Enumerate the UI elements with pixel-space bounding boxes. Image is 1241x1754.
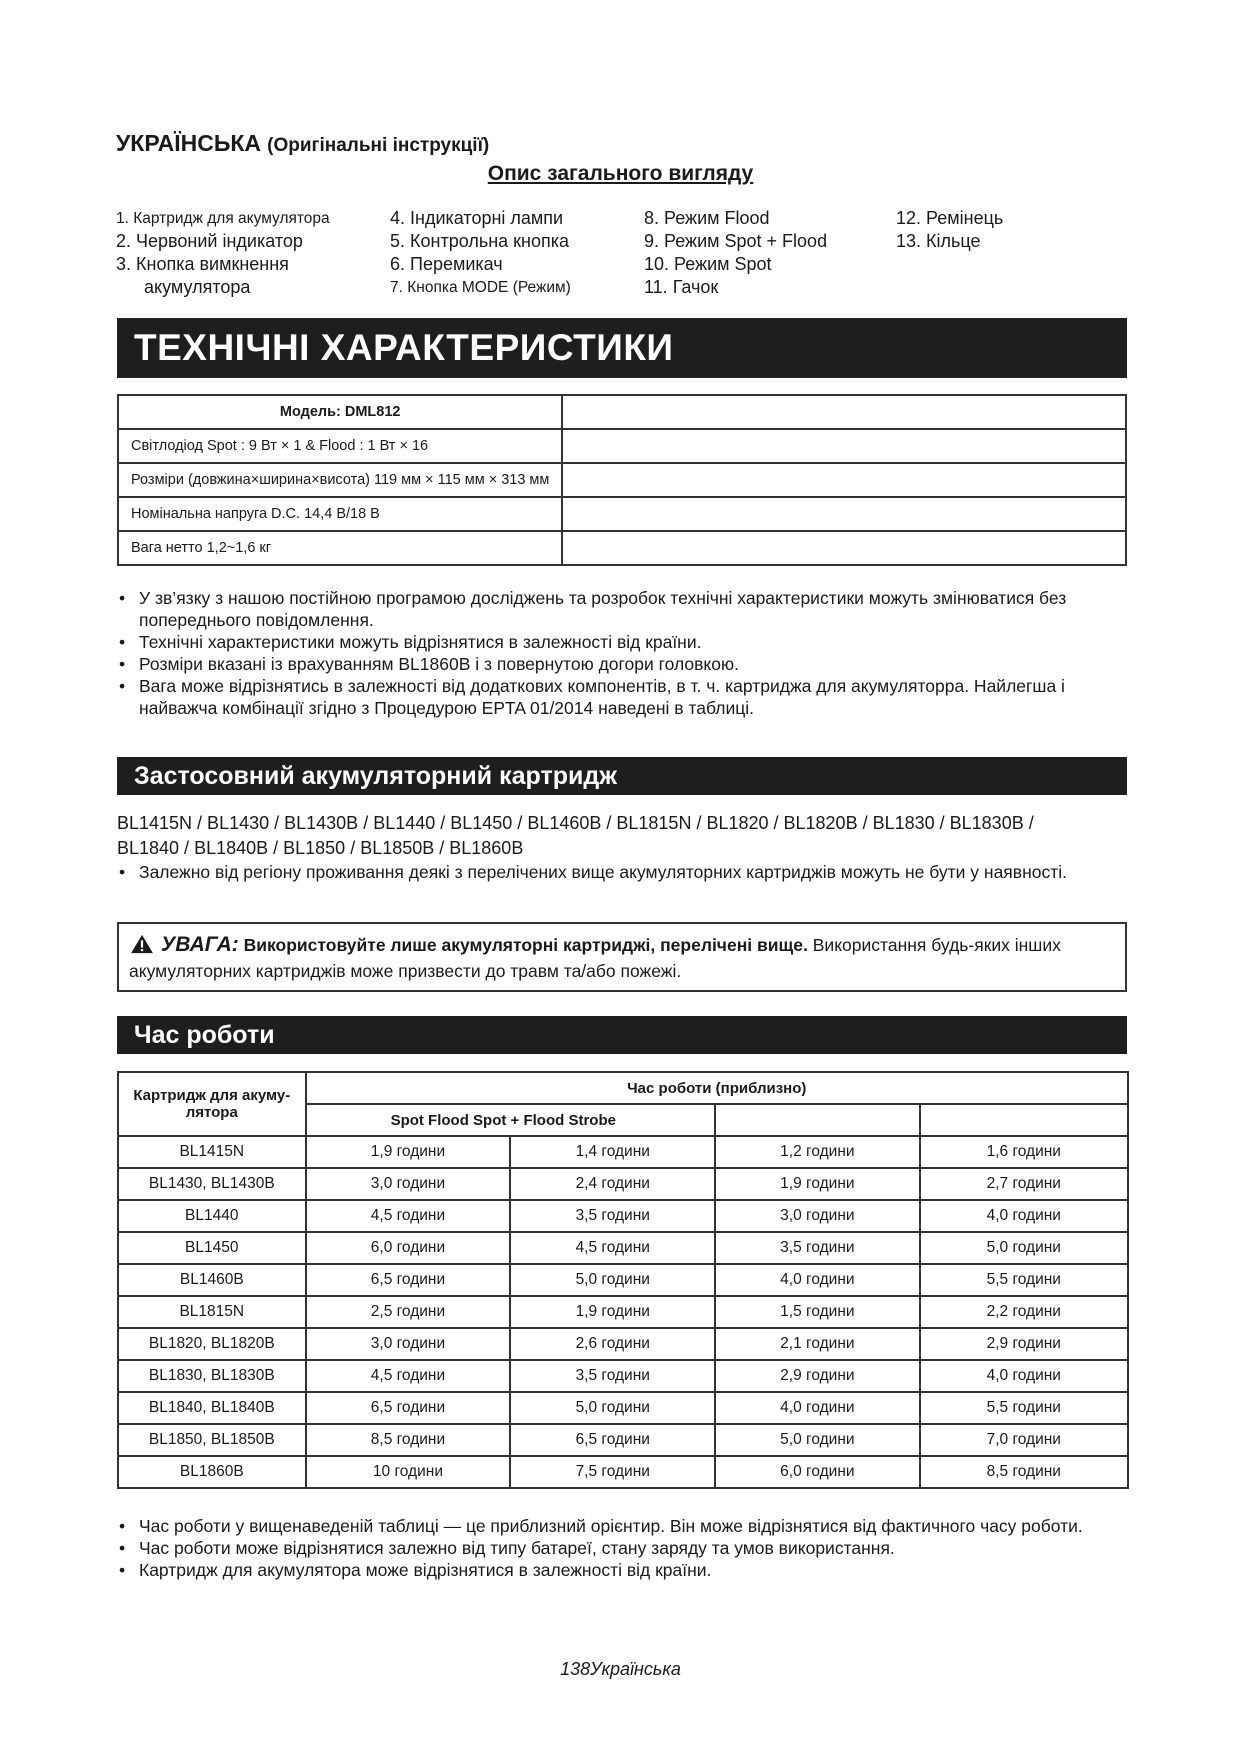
runtime-cell: 1,2 години [715, 1136, 919, 1168]
spec-cell: Вага нетто 1,2~1,6 кг [118, 531, 562, 565]
battery-model-cell: BL1440 [118, 1200, 306, 1232]
warning-label: УВАГА: [161, 933, 239, 956]
table-row [118, 429, 1126, 463]
runtime-cell: 6,0 години [715, 1456, 919, 1488]
battery-model-cell: BL1415N [118, 1136, 306, 1168]
part-item: 11. Гачок [644, 277, 719, 297]
runtime-cell: 3,5 години [715, 1232, 919, 1264]
note-item: • Технічні характеристики можуть відрізнятися в залежності від країни. [117, 631, 1132, 653]
battery-model-cell: BL1860B [118, 1456, 306, 1488]
runtime-cell: 2,9 години [715, 1360, 919, 1392]
battery-model-cell: BL1430, BL1430B [118, 1168, 306, 1200]
runtime-cell: 3,0 години [306, 1328, 511, 1360]
runtime-cell: 5,5 години [920, 1264, 1128, 1296]
language-heading [116, 130, 489, 157]
part-item: 12. Ремінець [896, 208, 1004, 228]
part-item: 13. Кільце [896, 231, 981, 251]
table-cell-empty [715, 1104, 919, 1136]
footer-language: Українська [590, 1659, 681, 1679]
runtime-cell: 7,0 години [920, 1424, 1128, 1456]
parts-column-4 [896, 207, 1003, 253]
runtime-heading: Час роботи [117, 1016, 1127, 1054]
part-item: 8. Режим Flood [644, 208, 770, 228]
warning-bold-text: Використовуйте лише акумуляторні картриджі, перелічені вище. [243, 935, 808, 955]
runtime-cell: 5,0 години [920, 1232, 1128, 1264]
part-item: акумулятора [144, 277, 251, 297]
battery-model-cell: BL1815N [118, 1296, 306, 1328]
table-row [118, 1296, 1128, 1328]
table-row [118, 1264, 1128, 1296]
table-cell-empty [562, 531, 1126, 565]
runtime-cell: 1,5 години [715, 1296, 919, 1328]
battery-model-cell: BL1840, BL1840B [118, 1392, 306, 1424]
runtime-cell: 2,7 години [920, 1168, 1128, 1200]
parts-column-2 [390, 207, 571, 299]
table-cell-empty [920, 1104, 1128, 1136]
runtime-cell: 3,5 години [510, 1200, 715, 1232]
part-item: 2. Червоний індикатор [116, 231, 303, 251]
runtime-cell: 7,5 години [510, 1456, 715, 1488]
runtime-cell: 3,5 години [510, 1360, 715, 1392]
runtime-cell: 4,5 години [306, 1200, 511, 1232]
battery-list-line: BL1415N / BL1430 / BL1430B / BL1440 / BL1450 / BL1460B / BL1815N / BL1820 / BL1820B / BL1830 / BL1830B / [117, 813, 1034, 833]
warning-text: Використання будь-яких інших акумуляторних картриджів може призвести до травм та/або пожежі. [129, 935, 1061, 981]
part-item: 6. Перемикач [390, 254, 503, 274]
runtime-cell: 8,5 години [306, 1424, 511, 1456]
specs-notes [117, 587, 1132, 719]
battery-model-cell: BL1820, BL1820B [118, 1328, 306, 1360]
language-subtitle: (Оригінальні інструкції) [267, 135, 490, 156]
runtime-cell: 3,0 години [715, 1200, 919, 1232]
part-item: 4. Індикаторні лампи [390, 208, 564, 228]
table-row [118, 1136, 1128, 1168]
table-row [118, 1456, 1128, 1488]
runtime-table [117, 1071, 1129, 1489]
runtime-cell: 4,0 години [715, 1392, 919, 1424]
part-item: 3. Кнопка вимкнення [116, 254, 289, 274]
battery-model-cell: BL1450 [118, 1232, 306, 1264]
table-row [118, 497, 1126, 531]
runtime-table-body [118, 1136, 1128, 1488]
runtime-cell: 1,9 години [715, 1168, 919, 1200]
part-item: 5. Контрольна кнопка [390, 231, 570, 251]
table-cell-empty [562, 497, 1126, 531]
warning-box [117, 922, 1127, 992]
page-number: 138 [560, 1659, 591, 1679]
note-item: • Залежно від регіону проживання деякі з перелічених вище акумуляторних картриджів можуть не бути у наявності. [117, 861, 1132, 883]
battery-model-cell: BL1850, BL1850B [118, 1424, 306, 1456]
note-item: • Вага може відрізнятись в залежності від додаткових компонентів, в т. ч. картриджа для акумуляторра. Найлегша і найважча комбінації згідно з Процедурою EPTA 01/2014 наведені в таблиці. [117, 675, 1132, 719]
runtime-cell: 2,9 години [920, 1328, 1128, 1360]
runtime-cell: 2,1 години [715, 1328, 919, 1360]
runtime-cell: 4,5 години [510, 1232, 715, 1264]
column-header-battery: Картридж для акуму-лятора [118, 1072, 306, 1136]
runtime-cell: 2,4 години [510, 1168, 715, 1200]
table-row [118, 463, 1126, 497]
model-cell: Модель: DML812 [118, 395, 562, 429]
battery-model-cell: BL1460B [118, 1264, 306, 1296]
part-item: 9. Режим Spot + Flood [644, 231, 828, 251]
specs-table [117, 394, 1127, 566]
column-header-runtime: Час роботи (приблизно) [306, 1072, 1128, 1104]
specs-heading: ТЕХНІЧНІ ХАРАКТЕРИСТИКИ [117, 318, 1127, 378]
note-item: • Розміри вказані із врахуванням BL1860B і з повернутою догори головкою. [117, 653, 1132, 675]
runtime-cell: 6,0 години [306, 1232, 511, 1264]
note-item: • Час роботи може відрізнятися залежно від типу батареї, стану заряду та умов використання. [117, 1537, 1132, 1559]
overview-title: Опис загального вигляду [487, 162, 754, 185]
part-item: 1. Картридж для акумулятора [116, 210, 330, 227]
parts-column-3 [644, 207, 827, 299]
table-cell-empty [562, 463, 1126, 497]
spec-cell: Розміри (довжина×ширина×висота) 119 мм × 115 мм × 313 мм [118, 463, 562, 497]
runtime-cell: 2,5 години [306, 1296, 511, 1328]
table-cell-empty [562, 395, 1126, 429]
battery-heading: Застосовний акумуляторний картридж [117, 757, 1127, 795]
table-row [118, 1168, 1128, 1200]
runtime-cell: 5,0 години [510, 1264, 715, 1296]
table-row [118, 1392, 1128, 1424]
table-row [118, 1424, 1128, 1456]
note-item: • Картридж для акумулятора може відрізнятися в залежності від країни. [117, 1559, 1132, 1581]
spec-cell: Номінальна напруга D.C. 14,4 В/18 В [118, 497, 562, 531]
table-row [118, 1232, 1128, 1264]
page-footer [0, 1659, 1241, 1680]
runtime-cell: 4,5 години [306, 1360, 511, 1392]
runtime-cell: 1,6 години [920, 1136, 1128, 1168]
spec-cell: Світлодіод Spot : 9 Вт × 1 & Flood : 1 Вт × 16 [118, 429, 562, 463]
runtime-cell: 1,4 години [510, 1136, 715, 1168]
battery-notes [117, 861, 1132, 883]
runtime-cell: 3,0 години [306, 1168, 511, 1200]
language-title: УКРАЇНСЬКА [116, 130, 262, 156]
note-item: • У зв’язку з нашою постійною програмою досліджень та розробок технічні характеристики можуть змінюватися без попереднього повідомлення. [117, 587, 1132, 631]
battery-list [117, 811, 1127, 861]
parts-column-1 [116, 207, 330, 299]
column-header-modes: Spot Flood Spot + Flood Strobe [306, 1104, 716, 1136]
runtime-cell: 4,0 години [715, 1264, 919, 1296]
table-row [118, 1200, 1128, 1232]
runtime-cell: 2,2 години [920, 1296, 1128, 1328]
runtime-cell: 1,9 години [306, 1136, 511, 1168]
runtime-cell: 8,5 години [920, 1456, 1128, 1488]
table-cell-empty [562, 429, 1126, 463]
runtime-cell: 10 години [306, 1456, 511, 1488]
battery-list-line: BL1840 / BL1840B / BL1850 / BL1850B / BL1860B [117, 838, 524, 858]
table-row [118, 1328, 1128, 1360]
note-item: • Час роботи у вищенаведеній таблиці — це приблизний орієнтир. Він може відрізнятися від фактичного часу роботи. [117, 1515, 1132, 1537]
table-row [118, 531, 1126, 565]
runtime-cell: 5,5 години [920, 1392, 1128, 1424]
runtime-cell: 4,0 години [920, 1360, 1128, 1392]
warning-triangle-icon [129, 934, 155, 954]
runtime-cell: 1,9 години [510, 1296, 715, 1328]
runtime-cell: 5,0 години [715, 1424, 919, 1456]
runtime-cell: 2,6 години [510, 1328, 715, 1360]
table-row [118, 1360, 1128, 1392]
runtime-notes [117, 1515, 1132, 1581]
runtime-cell: 6,5 години [510, 1424, 715, 1456]
battery-model-cell: BL1830, BL1830B [118, 1360, 306, 1392]
table-header-row [118, 1072, 1128, 1104]
runtime-cell: 6,5 години [306, 1264, 511, 1296]
table-row [118, 395, 1126, 429]
runtime-cell: 6,5 години [306, 1392, 511, 1424]
part-item: 7. Кнопка MODE (Режим) [390, 279, 571, 296]
runtime-cell: 5,0 години [510, 1392, 715, 1424]
part-item: 10. Режим Spot [644, 254, 772, 274]
runtime-cell: 4,0 години [920, 1200, 1128, 1232]
